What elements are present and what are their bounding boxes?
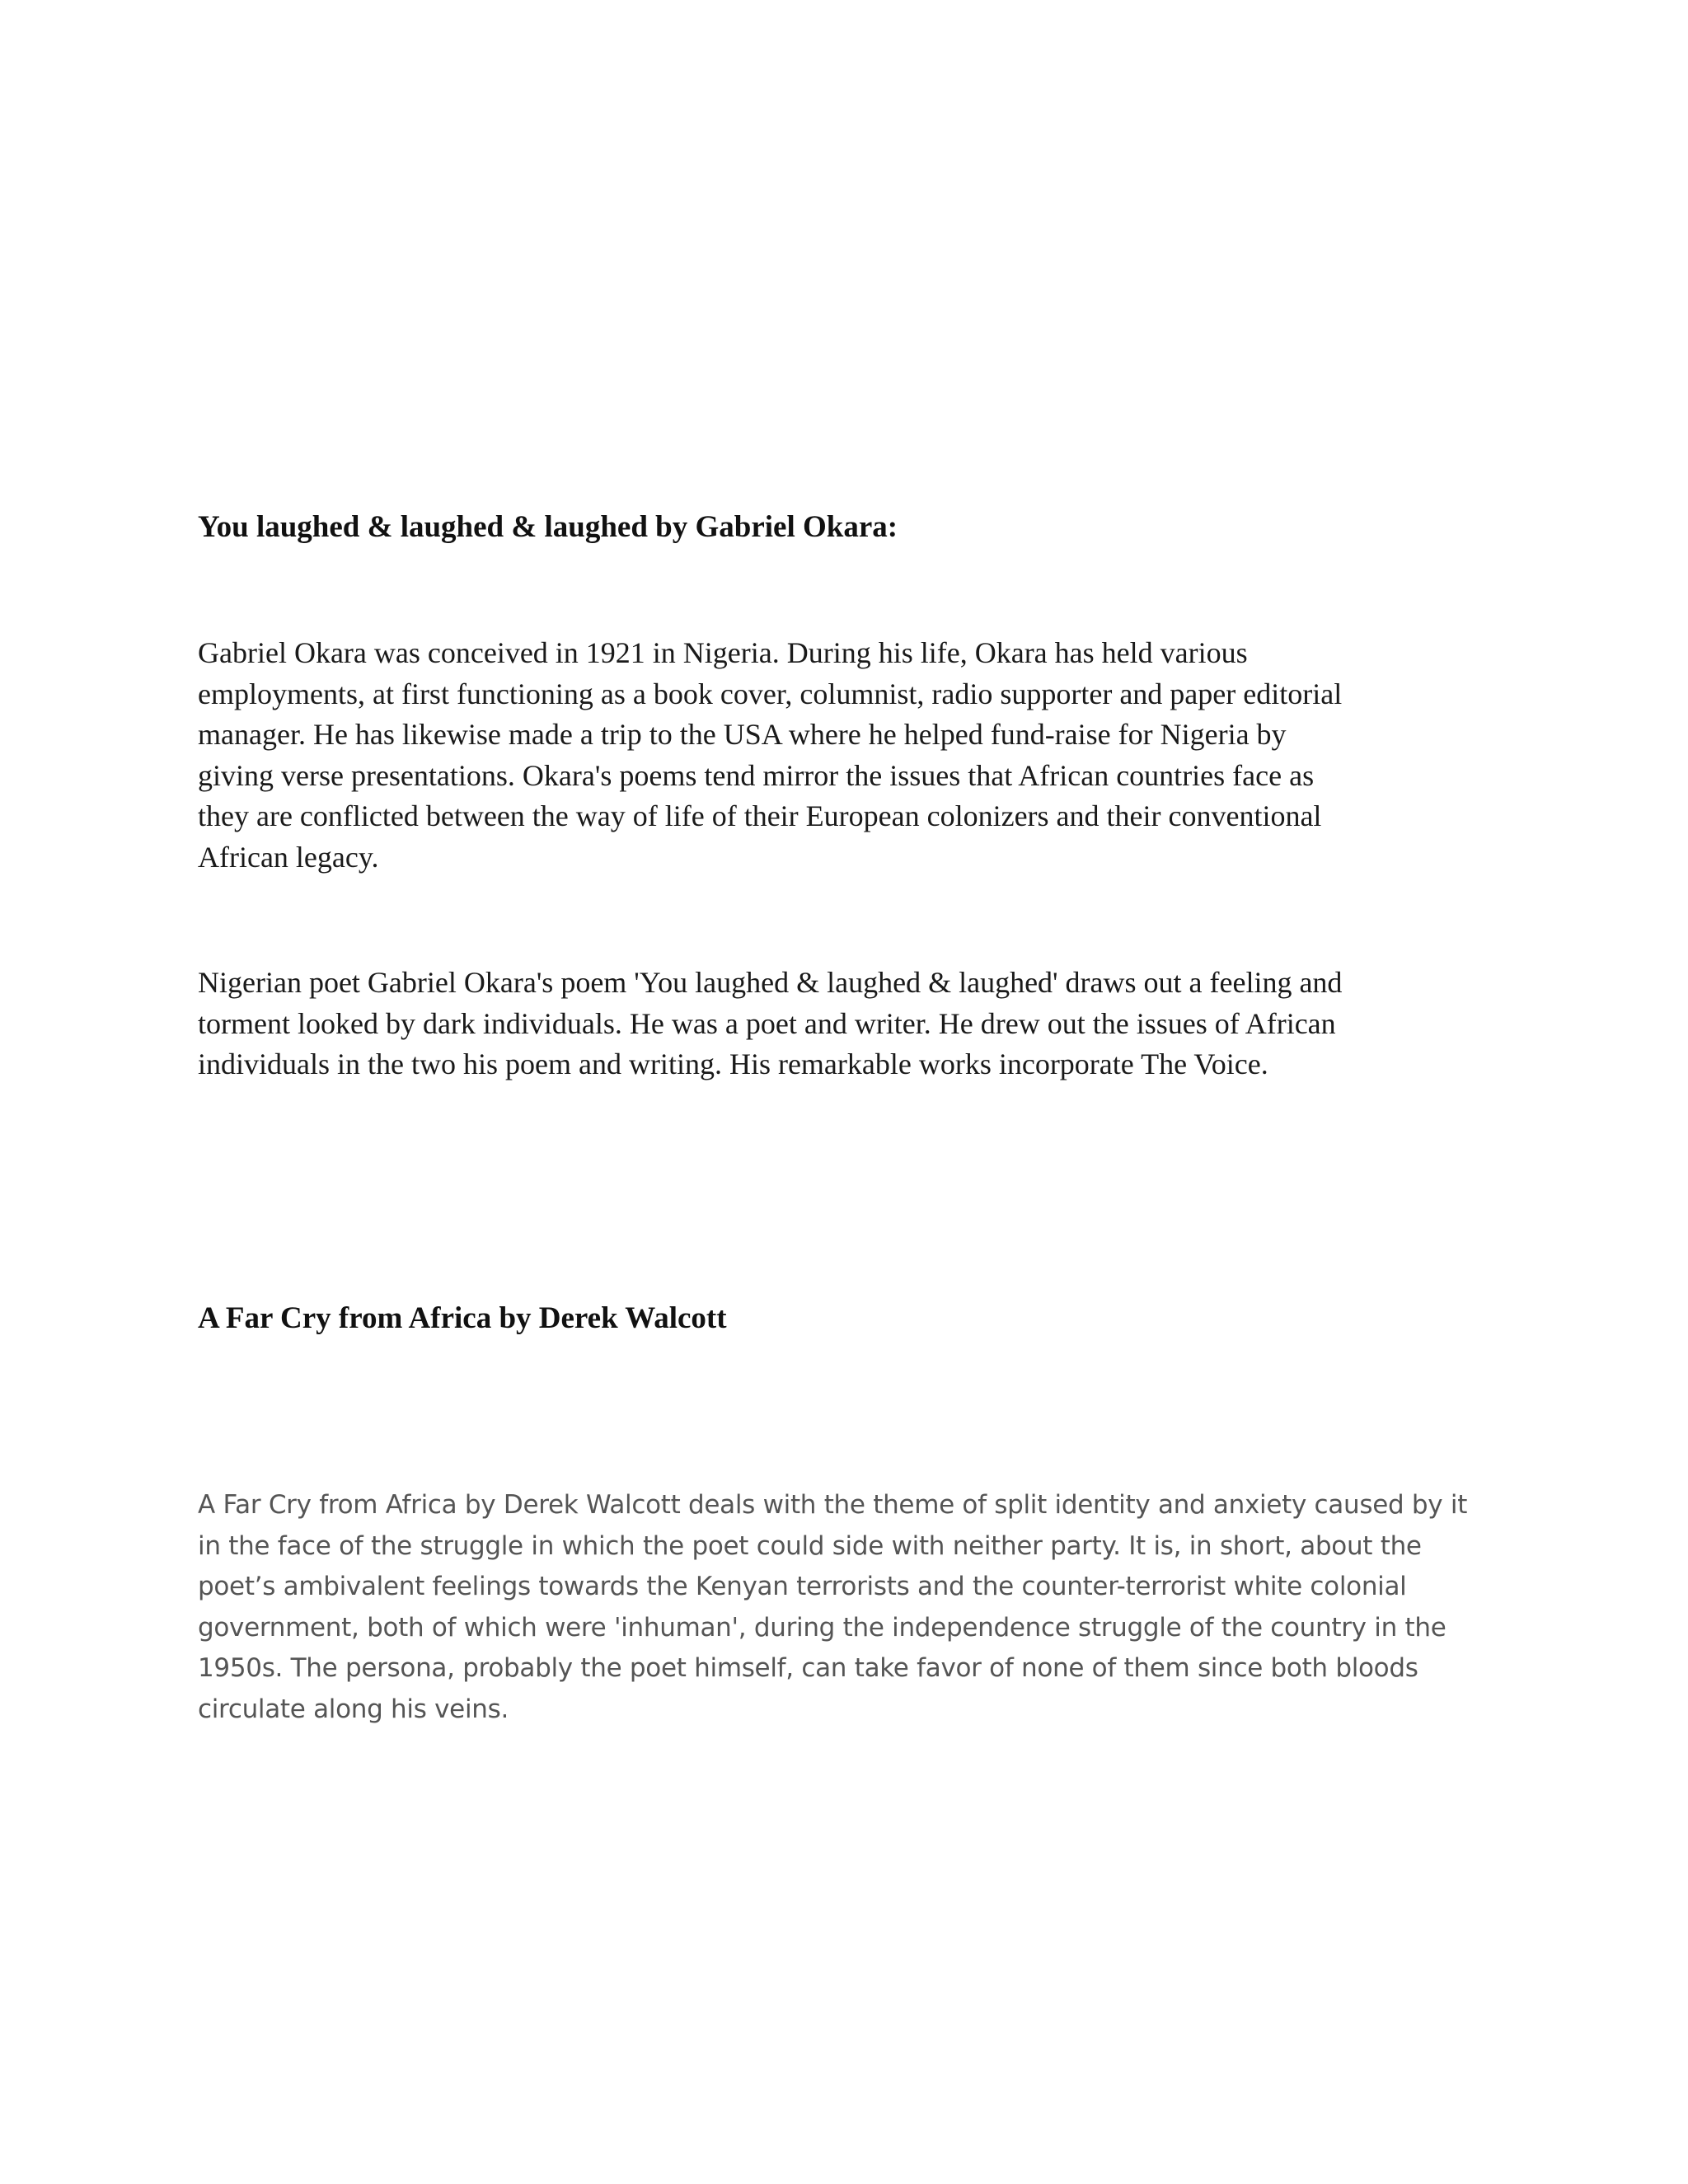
paragraph-okara-poem — [198, 963, 1484, 1085]
text-line: individuals in the two his poem and writing. His remarkable works incorporate The Voice. — [198, 1047, 1268, 1081]
text-line: in the face of the struggle in which the poet could side with neither party. It is, in short, about the — [198, 1530, 1422, 1561]
text-line: giving verse presentations. Okara's poems tend mirror the issues that African countries face as — [198, 758, 1315, 792]
text-line: 1950s. The persona, probably the poet himself, can take favor of none of them since both bloods — [198, 1653, 1418, 1684]
text-line: torment looked by dark individuals. He was a poet and writer. He drew out the issues of African — [198, 1006, 1336, 1040]
section-heading-okara: You laughed & laughed & laughed by Gabriel Okara: — [198, 510, 898, 544]
paragraph-walcott — [198, 1485, 1484, 1731]
paragraph-okara-bio — [198, 633, 1484, 879]
text-line: manager. He has likewise made a trip to the USA where he helped fund-raise for Nigeria by — [198, 718, 1287, 752]
text-line: A Far Cry from Africa by Derek Walcott deals with the theme of split identity and anxiety caused by it — [198, 1490, 1468, 1520]
text-line: poet’s ambivalent feelings towards the Kenyan terrorists and the counter-terrorist white colonial — [198, 1572, 1407, 1602]
text-line: African legacy. — [198, 840, 379, 874]
text-line: Nigerian poet Gabriel Okara's poem 'You laughed & laughed & laughed' draws out a feeling and — [198, 966, 1343, 999]
text-line: employments, at first functioning as a book cover, columnist, radio supporter and paper editorial — [198, 677, 1343, 710]
section-heading-walcott: A Far Cry from Africa by Derek Walcott — [198, 1301, 727, 1335]
text-line: government, both of which were 'inhuman', during the independence struggle of the country in the — [198, 1612, 1447, 1643]
text-line: they are conflicted between the way of life of their European colonizers and their conventional — [198, 799, 1322, 833]
text-line: circulate along his veins. — [198, 1694, 509, 1724]
text-line: Gabriel Okara was conceived in 1921 in Nigeria. During his life, Okara has held various — [198, 636, 1248, 669]
